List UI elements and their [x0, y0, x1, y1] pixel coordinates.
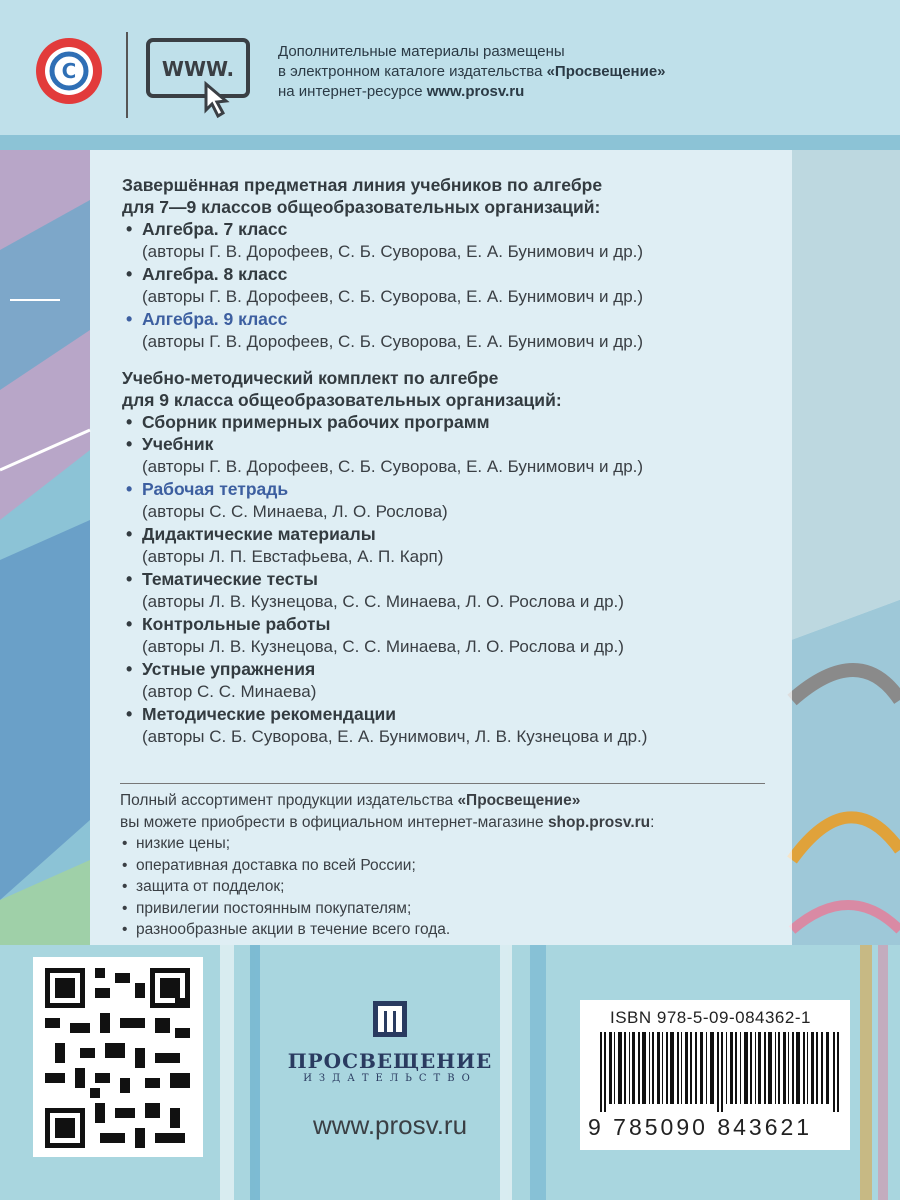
kit-item-title: Методические рекомендации [142, 704, 397, 724]
bullet-icon: • [126, 569, 133, 589]
shop-url-bold: shop.prosv.ru [547, 813, 651, 831]
book-title: Алгебра. 7 класс [142, 219, 288, 239]
book-title: Алгебра. 8 класс [142, 264, 288, 284]
kit-item-title: Учебник [142, 434, 214, 454]
section-divider [120, 783, 765, 784]
shop-line-2-text: вы можете приобрести в официальном интернет-магазине [120, 813, 548, 831]
bullet-icon: • [126, 434, 133, 454]
benefit-item: • низкие цены; [120, 833, 790, 855]
kit-item-title: Сборник примерных рабочих программ [142, 412, 490, 432]
benefit-item: • оперативная доставка по всей России; [120, 855, 790, 877]
publisher-logo-icon [372, 1000, 408, 1038]
publisher-subtitle: ИЗДАТЕЛЬСТВО [303, 1073, 477, 1084]
bullet-icon: • [126, 704, 133, 724]
kit-item-title: Дидактические материалы [142, 524, 376, 544]
kit-item [122, 568, 782, 613]
kit-item [122, 433, 782, 478]
kit-item [122, 523, 782, 568]
bullet-icon: • [126, 412, 133, 432]
shop-line-2-suffix: : [650, 813, 655, 831]
benefit-item: • разнообразные акции в течение всего года. [120, 919, 790, 941]
shop-line-1 [120, 790, 790, 812]
kit-item-title: Контрольные работы [142, 614, 331, 634]
book-authors: (авторы Г. В. Дорофеев, С. Б. Суворова, Е. А. Бунимович и др.) [142, 287, 644, 306]
series-heading-line-2: для 7—9 классов общеобразовательных организаций: [122, 197, 601, 217]
kit-item-authors: (авторы Г. В. Дорофеев, С. Б. Суворова, Е. А. Бунимович и др.) [142, 457, 644, 476]
qr-code-icon [45, 968, 190, 1148]
note-line-2-text: в электронном каталоге издательства [278, 63, 547, 80]
kit-item-authors: (автор С. С. Минаева) [142, 682, 317, 701]
book-authors: (авторы Г. В. Дорофеев, С. Б. Суворова, Е. А. Бунимович и др.) [142, 242, 644, 261]
kit-item-authors: (авторы Л. П. Евстафьева, А. П. Карп) [142, 547, 444, 566]
barcode-number: 9 785090 843621 [588, 1114, 813, 1140]
bullet-icon: • [126, 479, 133, 499]
kit-item-authors: (авторы С. Б. Суворова, Е. А. Бунимович, Л. В. Кузнецова и др.) [142, 727, 648, 746]
note-line-3 [278, 82, 666, 102]
header-divider [126, 32, 128, 118]
note-line-1: Дополнительные материалы размещены [278, 43, 565, 60]
bullet-icon: • [126, 659, 133, 679]
shop-line-1-text: Полный ассортимент продукции издательства [120, 792, 458, 809]
kit-item [122, 411, 782, 433]
kit-heading-line-2: для 9 класса общеобразовательных организаций: [122, 390, 562, 410]
website-url-bold: www.prosv.ru [426, 83, 525, 100]
book-title: Алгебра. 9 класс [142, 309, 288, 329]
kit-item-title: Рабочая тетрадь [142, 479, 289, 499]
note-line-2 [278, 62, 666, 82]
isbn-label: ISBN 978-5-09-084362-1 [610, 1008, 811, 1027]
note-line-3-text: на интернет-ресурсе [278, 83, 427, 100]
book-authors: (авторы Г. В. Дорофеев, С. Б. Суворова, Е. А. Бунимович и др.) [142, 332, 644, 351]
kit-item [122, 478, 782, 523]
website-icon [146, 38, 252, 120]
book-list [122, 174, 782, 748]
bullet-icon: • [126, 614, 133, 634]
publisher-name: ПРОСВЕЩЕНИЕ [287, 1049, 493, 1073]
benefit-item: • привилегии постоянным покупателям; [120, 898, 790, 920]
series-book [122, 308, 782, 353]
series-book [122, 263, 782, 308]
publisher-block [285, 1000, 495, 1141]
copyright-logo-icon [33, 35, 105, 107]
bullet-icon: • [126, 524, 133, 544]
kit-item-authors: (авторы Л. В. Кузнецова, С. С. Минаева, Л. О. Рослова и др.) [142, 637, 624, 656]
publisher-name-bold: «Просвещение» [546, 63, 666, 80]
benefit-item: • защита от подделок; [120, 876, 790, 898]
kit-heading-line-1: Учебно-методический комплект по алгебре [122, 368, 499, 388]
svg-text:C: C [61, 59, 77, 83]
kit-item-title: Тематические тесты [142, 569, 318, 589]
series-heading-line-1: Завершённая предметная линия учебников по алгебре [122, 175, 603, 195]
bullet-icon: • [126, 219, 133, 239]
publisher-url: www.prosv.ru [312, 1110, 468, 1140]
bullet-icon: • [126, 309, 133, 329]
barcode-icon [600, 1032, 840, 1112]
www-label: WWW. [161, 57, 235, 81]
shop-info [120, 790, 790, 941]
shop-publisher-bold: «Просвещение» [457, 792, 581, 809]
kit-item-title: Устные упражнения [142, 659, 316, 679]
kit-item-authors: (авторы Л. В. Кузнецова, С. С. Минаева, Л. О. Рослова и др.) [142, 592, 624, 611]
additional-materials-note [278, 42, 666, 102]
kit-item [122, 613, 782, 658]
series-book [122, 218, 782, 263]
kit-item [122, 703, 782, 748]
kit-item-authors: (авторы С. С. Минаева, Л. О. Рослова) [142, 502, 448, 521]
bullet-icon: • [126, 264, 133, 284]
kit-item [122, 658, 782, 703]
shop-line-2 [120, 812, 790, 834]
